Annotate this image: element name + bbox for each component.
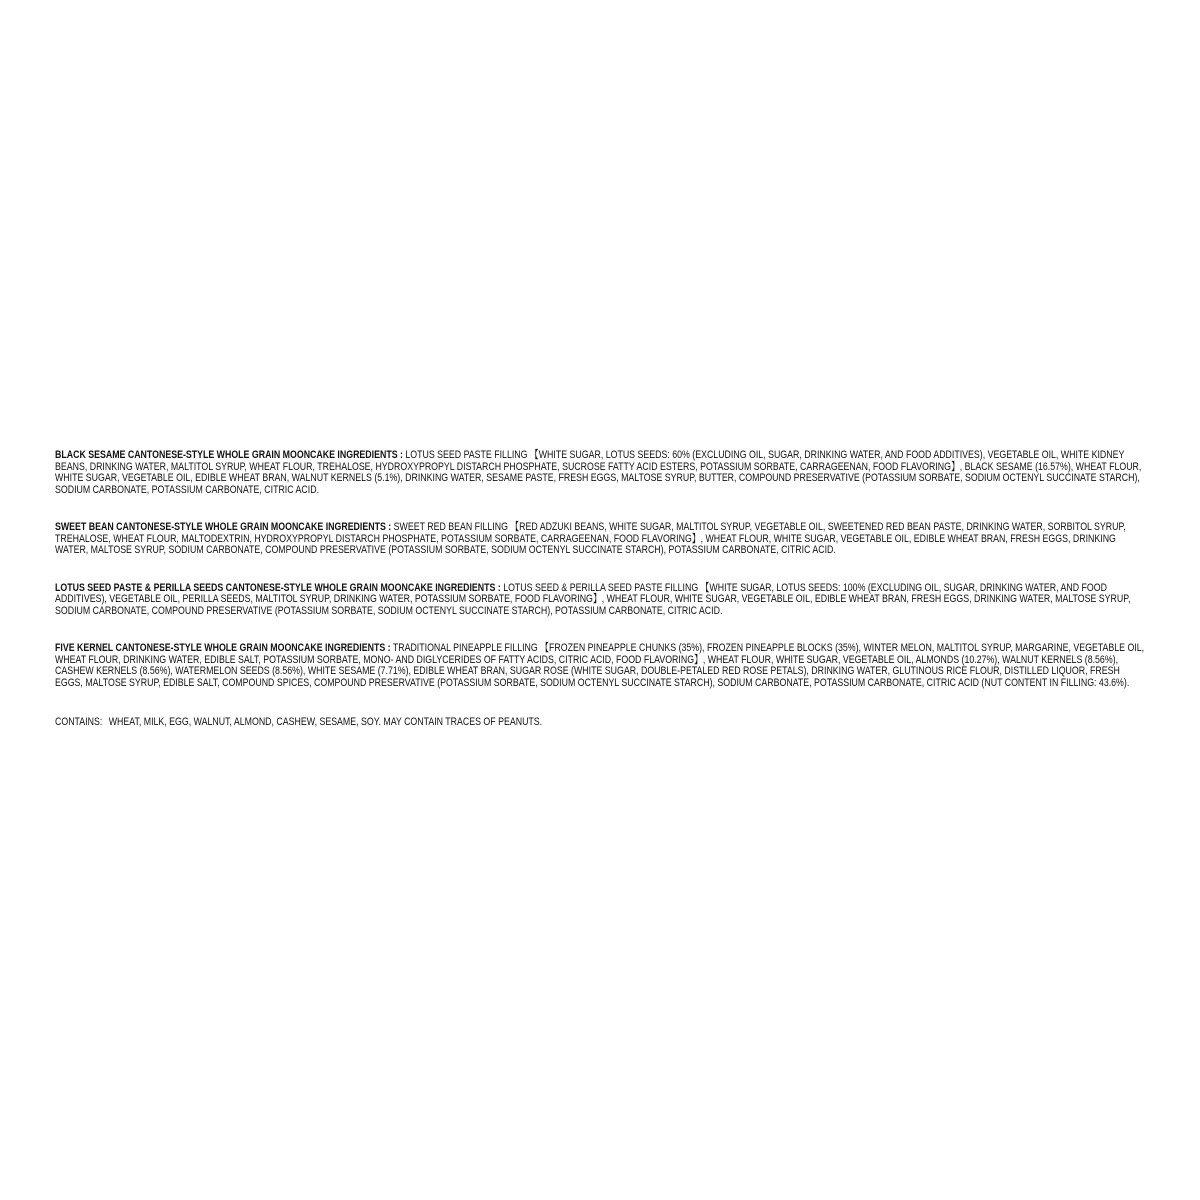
ingredient-label-panel (55, 450, 1147, 755)
paragraph-body: TRADITIONAL PINEAPPLE FILLING 【FROZEN PINEAPPLE CHUNKS (35%), FROZEN PINEAPPLE BLOCKS (35%), WINTER MELON, MALTITOL SYRUP, MARGARINE, VEGETABLE OIL, WHEAT FLOUR, DRINKING WATER, EDIBLE SALT, POTASSIUM SORBATE, MONO- AND DIGLYCERIDES OF FATTY ACIDS, CITRIC ACID, FOOD FLAVORING】, WHEAT FLOUR, WHITE SUGAR, VEGETABLE OIL, ALMONDS (10.27%), WALNUT KERNELS (8.56%), CASHEW KERNELS (8.56%), WATERMELON SEEDS (8.56%), WHITE SESAME (7.71%), EDIBLE WHEAT BRAN, SUGAR ROSE (WHITE SUGAR, DOUBLE-PETALED RED ROSE PETALS), DRINKING WATER, GLUTINOUS RICE FLOUR, DISTILLED LIQUOR, FRESH EGGS, MALTOSE SYRUP, EDIBLE SALT, COMPOUND SPICES, COMPOUND PRESERVATIVE (POTASSIUM SORBATE, SODIUM OCTENYL SUCCINATE STARCH), SODIUM CARBONATE, POTASSIUM CARBONATE, CITRIC ACID (NUT CONTENT IN FILLING: 43.6%). (55, 642, 1145, 689)
paragraph-heading: LOTUS SEED PASTE & PERILLA SEEDS CANTONESE-STYLE WHOLE GRAIN MOONCAKE INGREDIENTS : (55, 581, 501, 594)
ingredient-paragraph-black-sesame (55, 450, 1147, 496)
ingredient-paragraph-sweet-bean (55, 522, 1147, 557)
ingredient-paragraph-five-kernel (55, 643, 1147, 689)
ingredient-paragraph-lotus-perilla (55, 583, 1147, 618)
allergen-body: WHEAT, MILK, EGG, WALNUT, ALMOND, CASHEW, SESAME, SOY. MAY CONTAIN TRACES OF PEANUTS. (108, 716, 543, 728)
paragraph-body: LOTUS SEED & PERILLA SEED PASTE FILLING 【WHITE SUGAR, LOTUS SEEDS: 100% (EXCLUDING OIL, SUGAR, DRINKING WATER, AND FOOD ADDITIVES), VEGETABLE OIL, PERILLA SEEDS, MALTITOL SYRUP, DRINKING WATER, POTASSIUM SORBATE, FOOD FLAVORING】, WHEAT FLOUR, WHITE SUGAR, VEGETABLE OIL, EDIBLE WHEAT BRAN, FRESH EGGS, DRINKING WATER, MALTOSE SYRUP, SODIUM CARBONATE, COMPOUND PRESERVATIVE (POTASSIUM SORBATE, SODIUM OCTENYL SUCCINATE STARCH), POTASSIUM CARBONATE, CITRIC ACID. (55, 581, 1131, 617)
paragraph-heading: BLACK SESAME CANTONESE-STYLE WHOLE GRAIN MOONCAKE INGREDIENTS : (55, 449, 403, 461)
paragraph-heading: FIVE KERNEL CANTONESE-STYLE WHOLE GRAIN MOONCAKE INGREDIENTS : (55, 642, 391, 654)
paragraph-body: LOTUS SEED PASTE FILLING 【WHITE SUGAR, LOTUS SEEDS: 60% (EXCLUDING OIL, SUGAR, DRINKING WATER, AND FOOD ADDITIVES), VEGETABLE OIL, WHITE KIDNEY BEANS, DRINKING WATER, MALTITOL SYRUP, WHEAT FLOUR, TREHALOSE, HYDROXYPROPYL DISTARCH PHOSPHATE, SUCROSE FATTY ACID ESTERS, POTASSIUM SORBATE, CARRAGEENAN, FOOD FLAVORING】, BLACK SESAME (16.57%), WHEAT FLOUR, WHITE SUGAR, VEGETABLE OIL, EDIBLE WHEAT BRAN, WALNUT KERNELS (5.1%), DRINKING WATER, SESAME PASTE, FRESH EGGS, MALTOSE SYRUP, BUTTER, COMPOUND PRESERVATIVE (POTASSIUM SORBATE, SODIUM OCTENYL SUCCINATE STARCH), SODIUM CARBONATE, POTASSIUM CARBONATE, CITRIC ACID. (55, 449, 1142, 496)
allergen-statement (55, 717, 1147, 729)
allergen-contains-label: CONTAINS: (55, 716, 103, 728)
paragraph-heading: SWEET BEAN CANTONESE-STYLE WHOLE GRAIN MOONCAKE INGREDIENTS : (55, 521, 392, 533)
paragraph-body: SWEET RED BEAN FILLING 【RED ADZUKI BEANS, WHITE SUGAR, MALTITOL SYRUP, VEGETABLE OIL, SWEETENED RED BEAN PASTE, DRINKING WATER, SORBITOL SYRUP, TREHALOSE, WHEAT FLOUR, MALTODEXTRIN, HYDROXYPROPYL DISTARCH PHOSPHATE, POTASSIUM SORBATE, CARRAGEENAN, FOOD FLAVORING】, WHEAT FLOUR, WHITE SUGAR, VEGETABLE OIL, EDIBLE WHEAT BRAN, FRESH EGGS, DRINKING WATER, MALTOSE SYRUP, SODIUM CARBONATE, COMPOUND PRESERVATIVE (POTASSIUM SORBATE, SODIUM OCTENYL SUCCINATE STARCH), POTASSIUM CARBONATE, CITRIC ACID. (55, 521, 1126, 556)
